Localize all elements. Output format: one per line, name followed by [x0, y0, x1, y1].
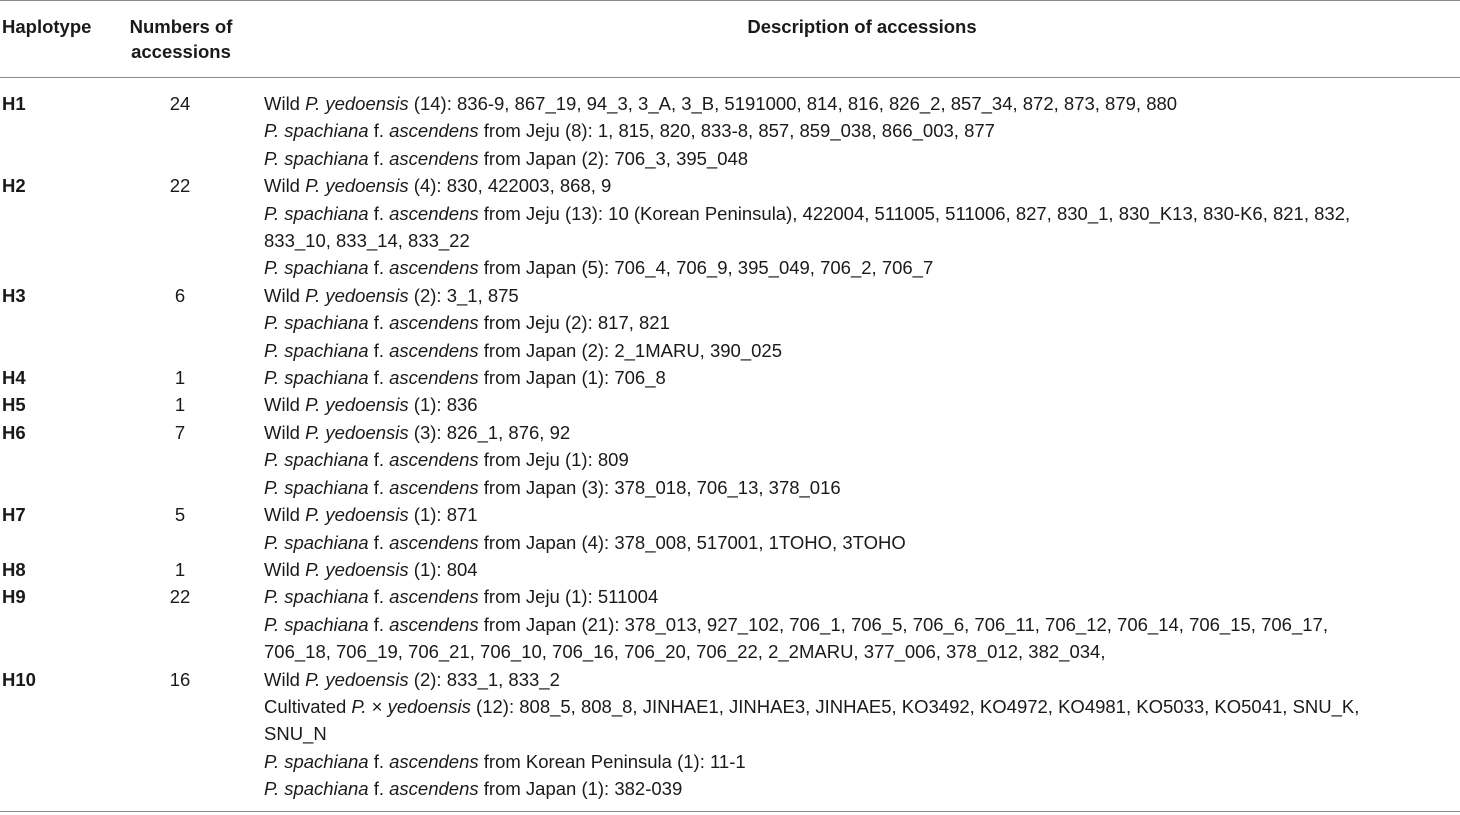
text-segment: from Japan (4): 378_008, 517001, 1TOHO, 3TOHO: [478, 531, 906, 553]
description-line: [264, 282, 1454, 309]
italic-text: ascendens: [389, 778, 479, 800]
description-line: [264, 583, 1454, 610]
italic-text: ascendens: [389, 476, 479, 498]
description-line: [264, 638, 1454, 665]
description-cell: [264, 666, 1454, 803]
italic-text: P. yedoensis: [305, 421, 409, 443]
italic-text: ascendens: [389, 120, 479, 142]
description-line: [264, 227, 1454, 254]
text-segment: Cultivated: [264, 695, 352, 717]
italic-text: ascendens: [389, 613, 479, 635]
description-cell: [264, 583, 1454, 665]
text-segment: f.: [368, 449, 390, 471]
text-segment: (12): 808_5, 808_8, JINHAE1, JINHAE3, JINHAE5, KO3492, KO4972, KO4981, KO5033, KO5041, SNU_K,: [470, 695, 1360, 717]
description-line: [264, 419, 1454, 446]
text-segment: Wild: [264, 284, 306, 306]
accession-count-cell: 1: [174, 558, 186, 580]
accession-count-cell: 22: [169, 175, 191, 197]
table-row: [0, 364, 1460, 391]
text-segment: from Japan (1): 706_8: [478, 367, 666, 389]
haplotype-cell: H1: [2, 93, 26, 114]
description-line: [264, 556, 1454, 583]
description-cell: [264, 391, 1454, 418]
italic-text: P. spachiana: [264, 147, 369, 169]
description-line: [264, 391, 1454, 418]
description-line: [264, 337, 1454, 364]
description-cell: [264, 172, 1454, 282]
text-segment: f.: [368, 531, 390, 553]
description-line: [264, 117, 1454, 144]
italic-text: P. spachiana: [264, 312, 369, 334]
haplotype-cell: H8: [2, 558, 26, 580]
italic-text: P. spachiana: [264, 476, 369, 498]
description-line: [264, 720, 1454, 747]
italic-text: P.: [351, 695, 367, 717]
table-body: [0, 90, 1460, 803]
italic-text: P. yedoensis: [305, 394, 409, 416]
description-line: [264, 364, 1454, 391]
header-haplotype: Haplotype: [2, 16, 92, 37]
text-segment: from Jeju (2): 817, 821: [478, 312, 670, 334]
accession-count-cell: 7: [174, 421, 186, 443]
description-line: [264, 254, 1454, 281]
accession-count-cell: 24: [169, 93, 191, 114]
text-segment: f.: [368, 202, 390, 224]
description-cell: [264, 419, 1454, 501]
text-segment: (1): 836: [408, 394, 478, 416]
italic-text: P. spachiana: [264, 778, 369, 800]
table-row: [0, 501, 1460, 556]
text-segment: f.: [368, 778, 390, 800]
haplotype-cell: H5: [2, 394, 26, 416]
text-segment: (4): 830, 422003, 868, 9: [408, 175, 612, 197]
italic-text: P. yedoensis: [305, 175, 409, 197]
haplotype-cell: H9: [2, 586, 26, 608]
text-segment: from Jeju (8): 1, 815, 820, 833-8, 857, 859_038, 866_003, 877: [478, 120, 995, 142]
text-segment: (1): 804: [408, 558, 478, 580]
text-segment: (2): 833_1, 833_2: [408, 668, 560, 690]
text-segment: 706_18, 706_19, 706_21, 706_10, 706_16, 706_20, 706_22, 2_2MARU, 377_006, 378_012, 382_034,: [264, 641, 1106, 663]
italic-text: P. yedoensis: [305, 668, 409, 690]
table-top-rule: [0, 0, 1460, 1]
text-segment: from Japan (21): 378_013, 927_102, 706_1, 706_5, 706_6, 706_11, 706_12, 706_14, 706_15, 706_17,: [478, 613, 1328, 635]
table-row: [0, 583, 1460, 665]
haplotype-cell: H2: [2, 175, 26, 197]
description-line: [264, 666, 1454, 693]
text-segment: f.: [368, 750, 390, 772]
text-segment: f.: [368, 339, 390, 361]
table-row: [0, 556, 1460, 583]
description-line: [264, 145, 1454, 172]
text-segment: f.: [368, 613, 390, 635]
text-segment: Wild: [264, 421, 306, 443]
italic-text: P. spachiana: [264, 120, 369, 142]
table-row: [0, 172, 1460, 282]
haplotype-cell: H4: [2, 367, 26, 389]
description-line: [264, 90, 1454, 117]
text-segment: f.: [368, 312, 390, 334]
text-segment: Wild: [264, 558, 306, 580]
italic-text: P. spachiana: [264, 613, 369, 635]
text-segment: from Japan (2): 2_1MARU, 390_025: [478, 339, 782, 361]
italic-text: P. spachiana: [264, 531, 369, 553]
italic-text: ascendens: [389, 339, 479, 361]
haplotype-cell: H7: [2, 504, 26, 526]
accession-count-cell: 22: [169, 586, 191, 608]
header-numbers-line-2: accessions: [131, 41, 231, 62]
text-segment: SNU_N: [264, 723, 327, 745]
description-line: [264, 309, 1454, 336]
italic-text: ascendens: [389, 449, 479, 471]
accession-count-cell: 6: [174, 284, 186, 306]
italic-text: P. spachiana: [264, 750, 369, 772]
description-line: [264, 172, 1454, 199]
header-description: Description of accessions: [747, 16, 977, 37]
text-segment: from Japan (3): 378_018, 706_13, 378_016: [478, 476, 841, 498]
description-line: [264, 200, 1454, 227]
text-segment: (1): 871: [408, 504, 478, 526]
description-line: [264, 446, 1454, 473]
text-segment: f.: [368, 147, 390, 169]
description-line: [264, 748, 1454, 775]
text-segment: f.: [368, 120, 390, 142]
text-segment: (3): 826_1, 876, 92: [408, 421, 571, 443]
italic-text: ascendens: [389, 257, 479, 279]
text-segment: f.: [368, 367, 390, 389]
italic-text: ascendens: [389, 586, 479, 608]
italic-text: P. spachiana: [264, 202, 369, 224]
haplotype-cell: H10: [2, 668, 36, 690]
text-segment: f.: [368, 476, 390, 498]
description-line: [264, 474, 1454, 501]
italic-text: ascendens: [389, 312, 479, 334]
italic-text: yedoensis: [387, 695, 471, 717]
text-segment: from Jeju (13): 10 (Korean Peninsula), 422004, 511005, 511006, 827, 830_1, 830_K13, 830-K6, 821, 832,: [478, 202, 1351, 224]
table-row: [0, 90, 1460, 172]
italic-text: P. spachiana: [264, 367, 369, 389]
table-bottom-rule: [0, 811, 1460, 812]
italic-text: P. spachiana: [264, 339, 369, 361]
haplotype-cell: H3: [2, 284, 26, 306]
italic-text: P. spachiana: [264, 449, 369, 471]
italic-text: P. yedoensis: [305, 504, 409, 526]
text-segment: 833_10, 833_14, 833_22: [264, 230, 470, 252]
description-line: [264, 775, 1454, 802]
text-segment: from Jeju (1): 809: [478, 449, 629, 471]
table-row: [0, 419, 1460, 501]
header-numbers-of-accessions: [120, 14, 242, 64]
accession-count-cell: 5: [174, 504, 186, 526]
text-segment: from Jeju (1): 511004: [478, 586, 659, 608]
text-segment: Wild: [264, 504, 306, 526]
italic-text: ascendens: [389, 531, 479, 553]
accession-count-cell: 16: [169, 668, 191, 690]
text-segment: f.: [368, 586, 390, 608]
description-cell: [264, 501, 1454, 556]
italic-text: P. yedoensis: [305, 558, 409, 580]
text-segment: from Japan (5): 706_4, 706_9, 395_049, 706_2, 706_7: [478, 257, 934, 279]
italic-text: P. spachiana: [264, 257, 369, 279]
header-numbers-line-1: Numbers of: [129, 16, 233, 37]
description-cell: [264, 556, 1454, 583]
description-line: [264, 693, 1454, 720]
text-segment: from Japan (2): 706_3, 395_048: [478, 147, 749, 169]
text-segment: (2): 3_1, 875: [408, 284, 519, 306]
text-segment: Wild: [264, 394, 306, 416]
table-row: [0, 666, 1460, 803]
description-line: [264, 611, 1454, 638]
text-segment: Wild: [264, 175, 306, 197]
table-header-rule: [0, 77, 1460, 78]
italic-text: ascendens: [389, 367, 479, 389]
italic-text: ascendens: [389, 147, 479, 169]
italic-text: P. yedoensis: [305, 93, 409, 114]
table-row: [0, 391, 1460, 418]
haplotype-cell: H6: [2, 421, 26, 443]
description-cell: [264, 282, 1454, 364]
italic-text: ascendens: [389, 750, 479, 772]
text-segment: from Korean Peninsula (1): 11-1: [478, 750, 746, 772]
description-cell: [264, 90, 1454, 172]
accession-count-cell: 1: [174, 367, 186, 389]
italic-text: ascendens: [389, 202, 479, 224]
text-segment: ×: [366, 695, 388, 717]
text-segment: Wild: [264, 668, 306, 690]
description-cell: [264, 364, 1454, 391]
description-line: [264, 529, 1454, 556]
italic-text: P. spachiana: [264, 586, 369, 608]
description-line: [264, 501, 1454, 528]
text-segment: (14): 836-9, 867_19, 94_3, 3_A, 3_B, 5191000, 814, 816, 826_2, 857_34, 872, 873, 879, 880: [408, 93, 1178, 114]
table-row: [0, 282, 1460, 364]
text-segment: from Japan (1): 382-039: [478, 778, 683, 800]
italic-text: P. yedoensis: [305, 284, 409, 306]
text-segment: Wild: [264, 93, 306, 114]
accession-count-cell: 1: [174, 394, 186, 416]
text-segment: f.: [368, 257, 390, 279]
